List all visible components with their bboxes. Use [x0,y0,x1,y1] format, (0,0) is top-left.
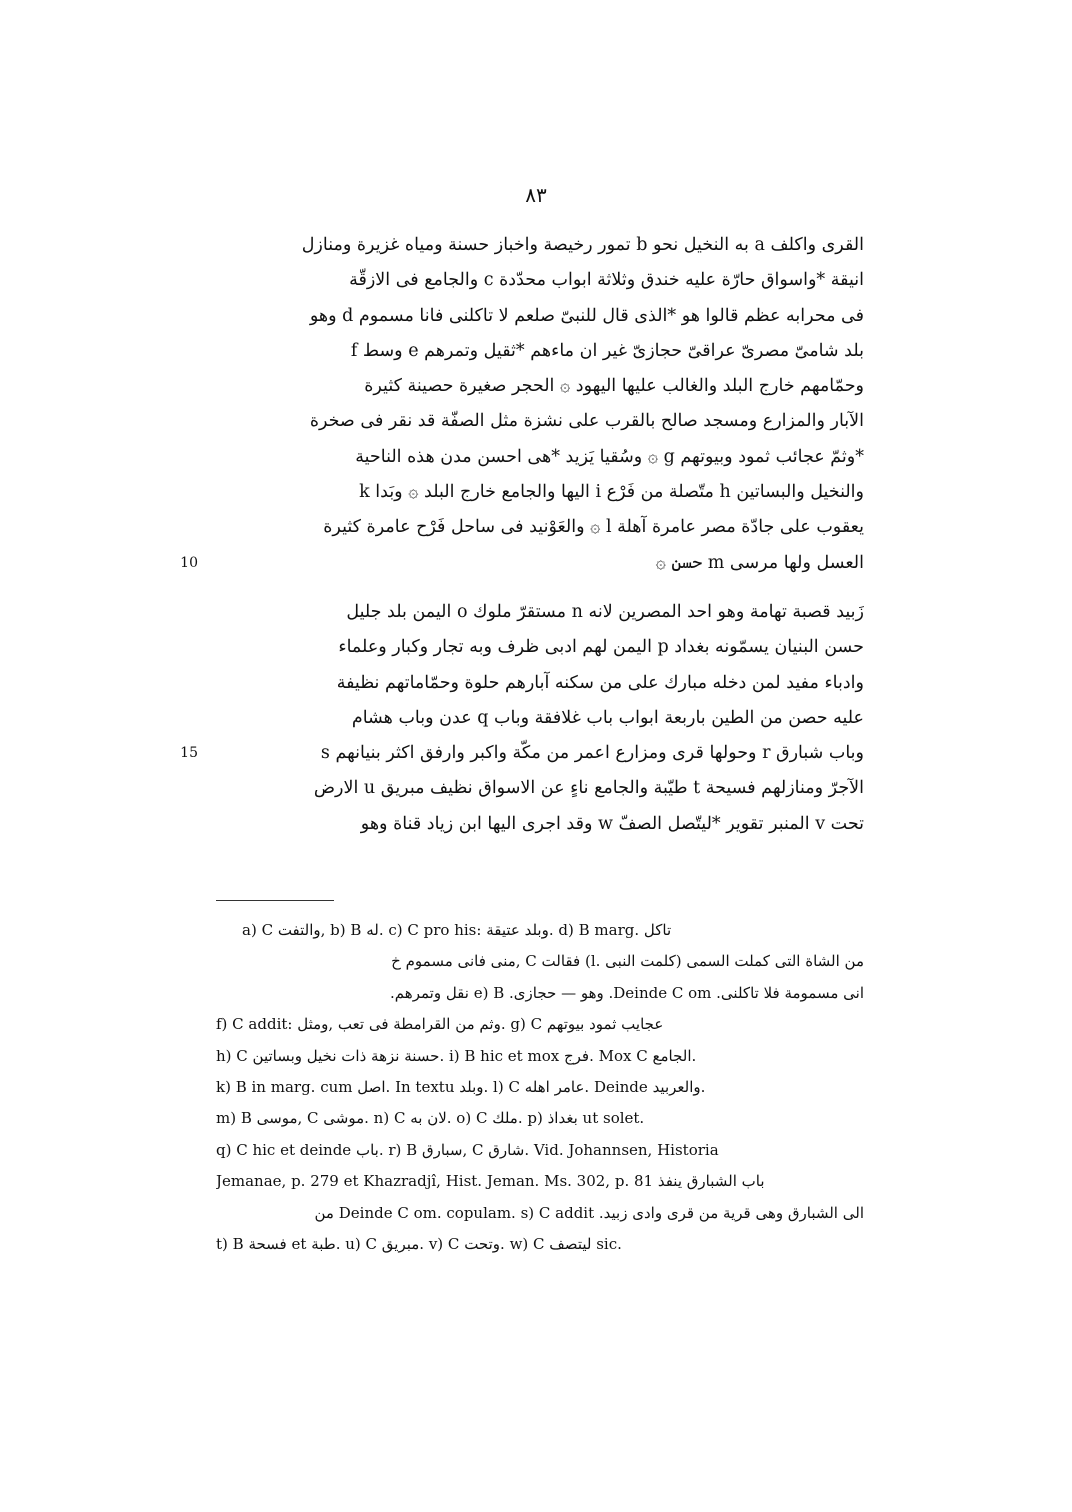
line-number: 10 [180,554,198,571]
footnote-line: m) B موسى, C موشى. n) C لان به. o) C ملك. p) بغداذ ut solet. [216,1109,645,1128]
main-text [180,228,864,842]
text-line: القرى واكلف a به النخيل نحو b تمور رخيصة واخباز حسنة ومياه غزيرة ومنازل [301,235,864,255]
text-line: بلد شامىّ مصرىّ عراقىّ حجازىّ غير ان ماءهم *ثقيل وتمرهم e وسط f [350,340,864,361]
text-line: وحمّامهم خارج البلد والغالب عليها اليهود ۞ الحجر صغيرة حصينة كثيرة [364,376,864,397]
footnote-line: انى مسمومة فلا تاكلنى. Deinde C om. وهو — حجازى. e) B نقل وتمرهم. [390,983,864,1002]
text-line-numbered [180,736,864,771]
footnotes [216,915,864,1260]
footnote-line: f) C addit: وثم من القرامطة فى تعب ,ومثل. g) C عجايب ثمود بيوتهم [216,1015,664,1034]
footnote-line: k) B in marg. cum اصل. In textu وبلد. l) C عامر اهله. Deinde والعربيد. [216,1078,706,1097]
text-line: *وثمّ عجائب ثمود وبيوتهم g ۞ وسُقيا يَزيد *هى احسن مدن هذه الناحية [355,446,864,467]
text-line: حسن البنيان يسمّونه بغداد p اليمن لهم ادبى ظرف وبه تجار وكبار وعلماء [338,637,864,658]
text-line: تحت v المنبر تقوير *ليتّصل الصفّ w وقد اجرى اليها ابن زياد قناة وهو [360,813,864,834]
text-line-numbered [180,546,864,581]
text-line: زَبيد قصبة تهامة وهو احد المصرين لانه n مستقرّ ملوك o اليمن بلد جليل [346,601,864,622]
footnote-line: q) C hic et deinde باب. r) B سبارق, C شارق. Vid. Johannsen, Historia [216,1140,719,1159]
text-line-content: العسل ولها مرسى m حسن ۞ [655,552,864,573]
text-line: والنخيل والبساتين h متّصلة من فَرْع i اليها والجامع خارج البلد ۞ وبَدا k [359,482,864,503]
footnote-line: h) C حسنة نزهة ذات نخيل وبساتين. i) B hic et mox فرج. Mox C الجامع. [216,1046,697,1065]
footnote-line: من الشاة التى كملت السمى (كلمت النبى .l) فقالت C ,منى فانى مسموم خ [391,952,864,971]
text-line: انيقة *واسواق حارّة عليه خندق وثلاثة ابواب محدّدة c والجامع فى الازقّة [349,270,864,291]
footnote-separator [216,900,334,901]
footnote-line: الى الشبارق وهى قرية من قرى وادى زبيد. Deinde C om. copulam. s) C addit من [314,1203,864,1222]
text-line-content: وباب شبارق r وحولها قرى ومزارع اعمر من مكّة واكبر وارفق اكثر بنيانهم s [320,743,864,764]
paragraph-1 [180,228,864,581]
page-number: ٨٣ [525,183,547,207]
footnote-line: a) C والتفت, b) B له. c) C pro his: وبلد عتيقة. d) B marg. تاكل [242,921,672,939]
text-line: وادباء مفيد لمن دخله مبارك على من سكنه آبارهم حلوة وحمّاماتهم نظيفة [336,672,864,693]
text-line: الآبار والمزارع ومسجد صالح بالقرب على نشزة مثل الصفّة قد نقر فى صخرة [309,411,864,432]
footnote-line: t) B فسحة et طبة. u) C مبريق. v) C وتحت. w) C ليتصف sic. [216,1235,622,1254]
paragraph-2 [180,595,864,842]
footnote-line: Jemanae, p. 279 et Khazradjî, Hist. Jeman. Ms. 302, p. 81 باب الشبارق ينفذ [216,1172,765,1191]
text-line: فى محرابه عظم قالوا هو *الذى قال للنبىّ صلعم لا تاكلنى فانا مسموم d وهو [309,305,864,326]
text-line: يعقوب على جادّة مصر عامرة آهلة l ۞ والعَوْنيد فى ساحل فَرْح عامرة كثيرة [323,517,864,538]
line-number: 15 [180,745,198,762]
text-line: عليه حصن من الطين باربعة ابواب باب غلافقة وباب q عدن وباب هشام [351,707,864,728]
text-line: الآجرّ ومنازلهم فسيحة t طيّبة والجامع ناءٍ عن الاسواق نظيف مبريق u الارض [313,778,864,799]
